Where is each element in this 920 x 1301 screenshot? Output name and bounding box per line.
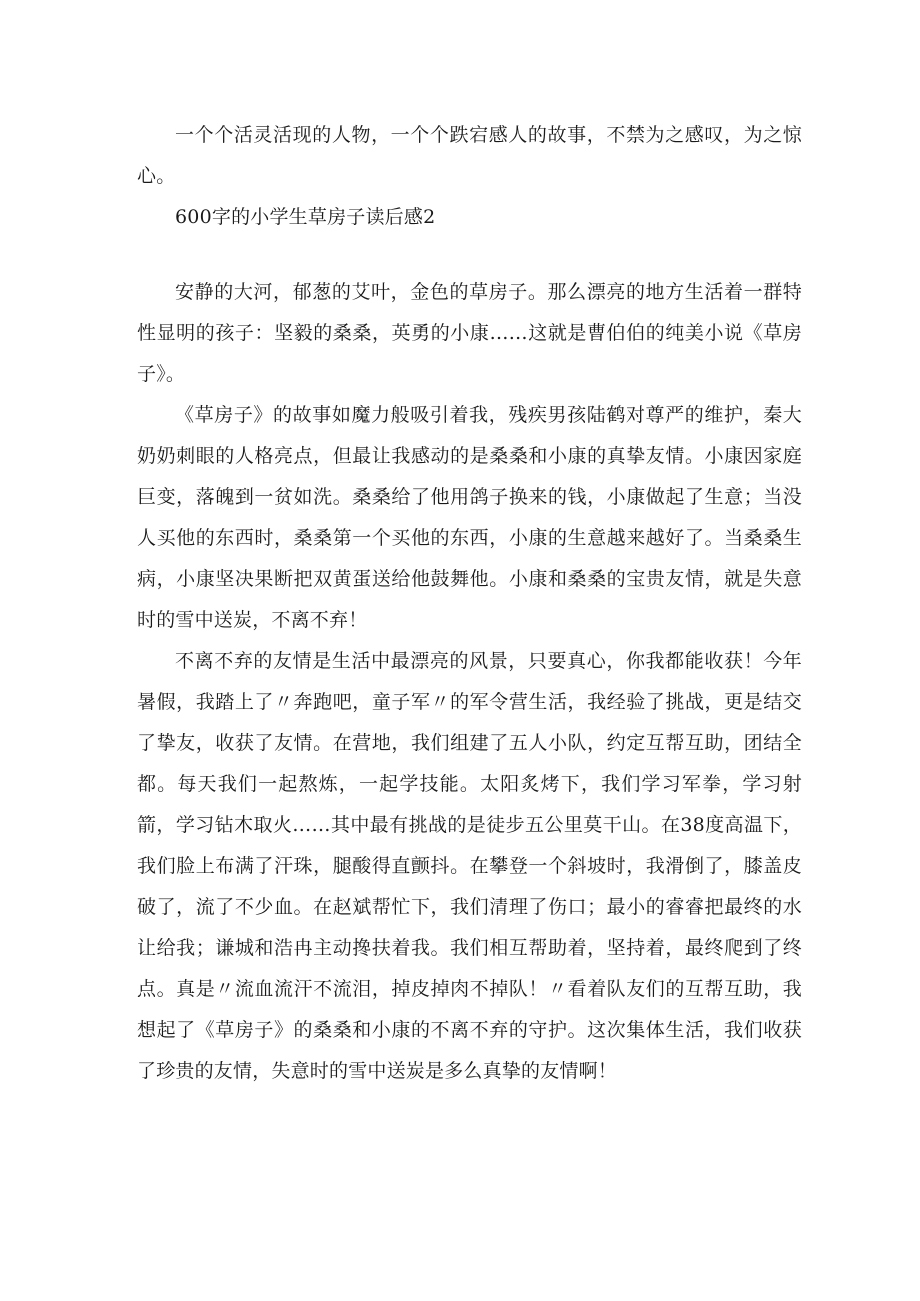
paragraph-2: 《草房子》的故事如魔力般吸引着我，残疾男孩陆鹤对尊严的维护，秦大奶奶刺眼的人格亮点，但最让我感动的是桑桑和小康的真挚友情。小康因家庭巨变，落魄到一贫如洗。桑桑给了他用鸽子换来的钱，小康做起了生意；当没人买他的东西时，桑桑第一个买他的东西，小康的生意越来越好了。当桑桑生病，小康坚决果断把双黄蛋送给他鼓舞他。小康和桑桑的宝贵友情，就是失意时的雪中送炭，不离不弃！ — [137, 404, 802, 631]
document-body — [137, 115, 802, 1092]
paragraph-1: 安静的大河，郁葱的艾叶，金色的草房子。那么漂亮的地方生活着一群特性显明的孩子：坚毅的桑桑，英勇的小康……这就是曹伯伯的纯美小说《草房子》。 — [137, 281, 802, 385]
document-subtitle: 600字的小学生草房子读后感2 — [175, 206, 436, 228]
paragraph-3: 不离不弃的友情是生活中最漂亮的风景，只要真心，你我都能收获！今年暑假，我踏上了〃奔跑吧，童子军〃的军令营生活，我经验了挑战，更是结交了挚友，收获了友情。在营地，我们组建了五人小队，约定互帮互助，团结全都。每天我们一起熬炼，一起学技能。太阳炙烤下，我们学习军拳，学习射箭，学习钻木取火……其中最有挑战的是徒步五公里莫干山。在38度高温下，我们脸上布满了汗珠，腿酸得直颤抖。在攀登一个斜坡时，我滑倒了，膝盖皮破了，流了不少血。在赵斌帮忙下，我们清理了伤口；最小的睿睿把最终的水让给我；谦城和浩冉主动搀扶着我。我们相互帮助着，坚持着，最终爬到了终点。真是〃流血流汗不流泪，掉皮掉肉不掉队！〃看着队友们的互帮互助，我想起了《草房子》的桑桑和小康的不离不弃的守护。这次集体生活，我们收获了珍贵的友情，失意时的雪中送炭是多么真挚的友情啊！ — [137, 650, 802, 1082]
lead-line: 一个个活灵活现的人物，一个个跌宕感人的故事，不禁为之感叹，为之惊心。 — [137, 124, 802, 187]
